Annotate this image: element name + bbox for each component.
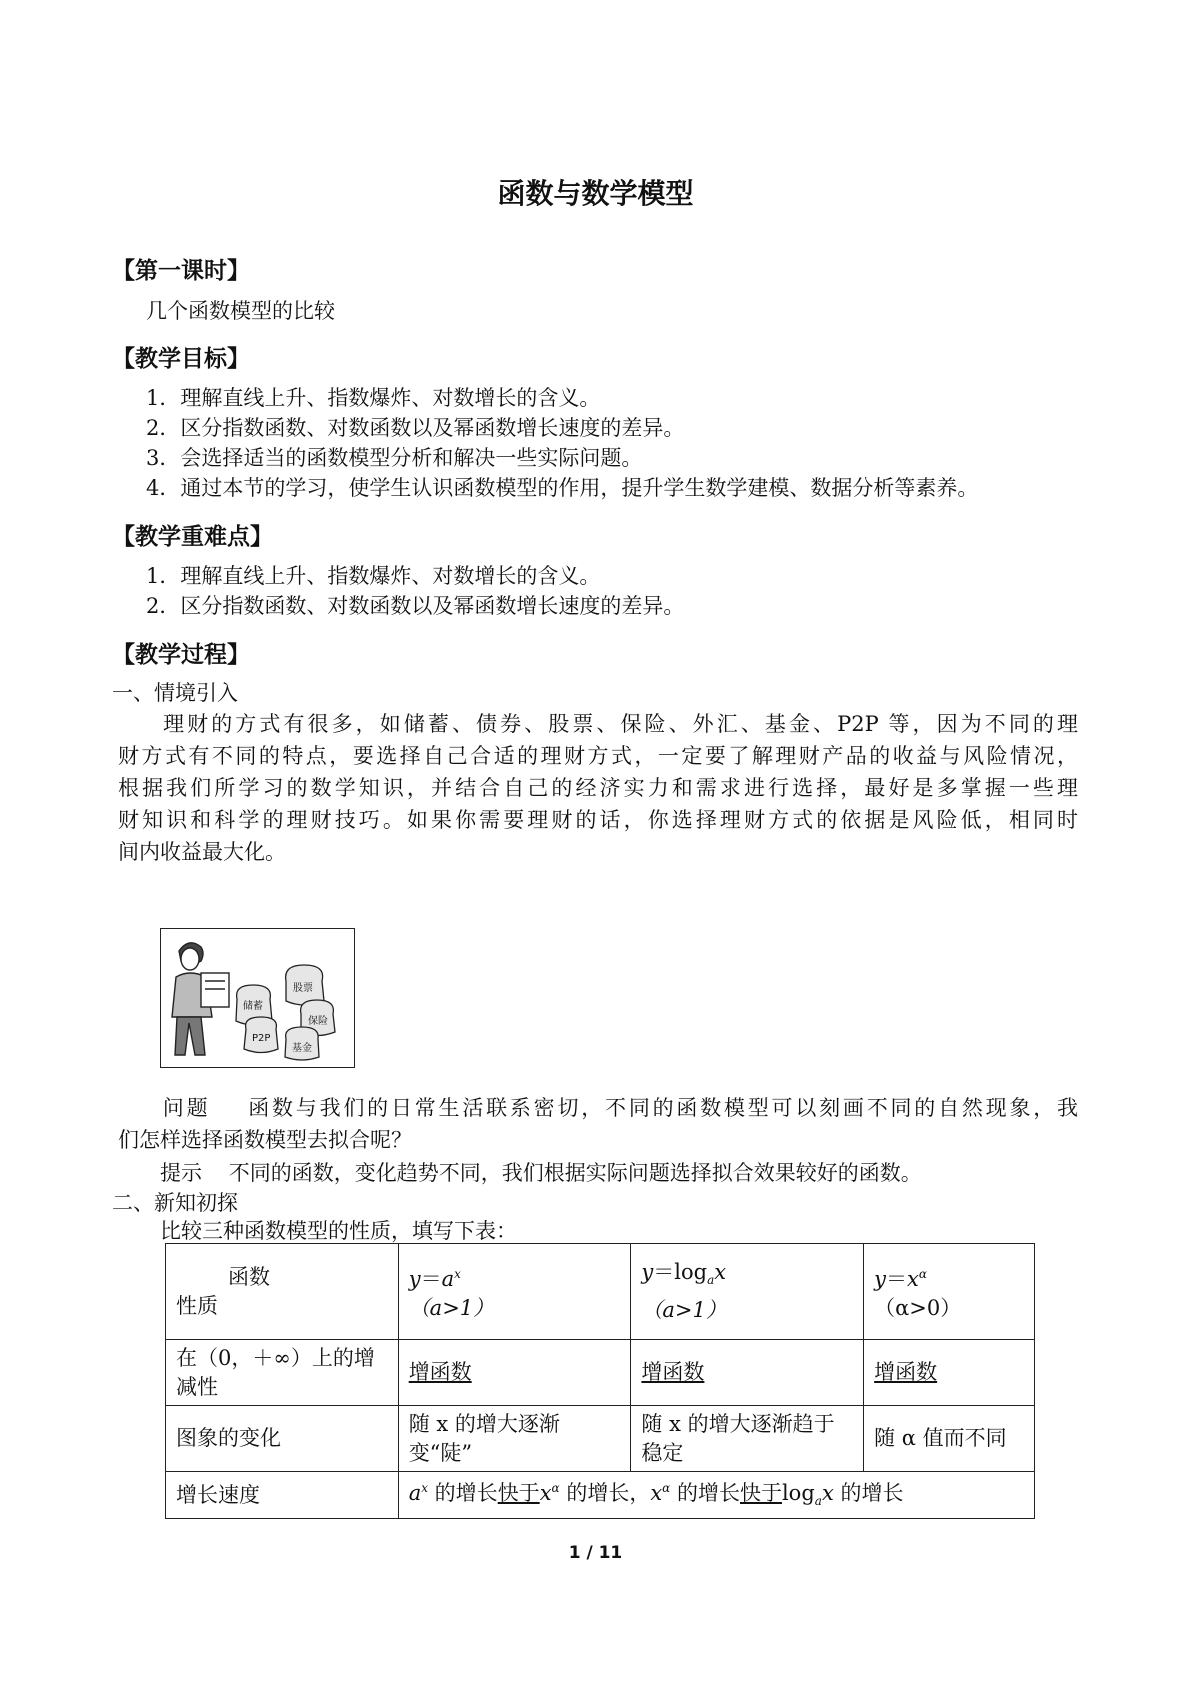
log-monotonicity: 增函数 (641, 1360, 705, 1384)
header-corner-cell (166, 1244, 399, 1340)
hint-text: 不同的函数，变化趋势不同，我们根据实际问题选择拟合效果较好的函数。 (228, 1161, 922, 1185)
question-label: 问题 (160, 1096, 211, 1120)
part2-heading: 二、新知初探 (112, 1191, 238, 1215)
key-point-item: 1．理解直线上升、指数爆炸、对数增长的含义。 (146, 564, 601, 588)
header-log-cell (631, 1244, 864, 1340)
header-exp-cell (398, 1244, 631, 1340)
goal-item: 3．会选择适当的函数模型分析和解决一些实际问题。 (146, 446, 643, 470)
intro-paragraph (118, 708, 1078, 868)
exp-formula: $y=a^x$ (408, 1267, 461, 1291)
page-number: 1 / 11 (568, 1543, 623, 1563)
log-graph-change: 随 x 的增大逐渐趋于稳定 (631, 1406, 864, 1472)
part1-heading: 一、情境引入 (112, 681, 238, 705)
row-label: 增长速度 (166, 1472, 399, 1519)
header-property: 性质 (176, 1293, 218, 1318)
header-function: 函数 (228, 1264, 270, 1289)
label-fund: 基金 (292, 1043, 312, 1054)
table-row-monotonicity (166, 1340, 1035, 1406)
lesson-topic: 几个函数模型的比较 (146, 299, 335, 323)
label-insurance: 保险 (308, 1016, 328, 1027)
function-properties-table (165, 1243, 1035, 1519)
growth-speed-comparison: $a^x$ 的增长快于$x^\alpha$ 的增长，$x^\alpha$ 的增长快于$\log_ax$ 的增长 (398, 1472, 1034, 1519)
label-p2p: P2P (252, 1033, 271, 1044)
label-stock: 股票 (293, 983, 313, 994)
question-line: 问题 函数与我们的日常生活联系密切，不同的函数模型可以刻画不同的自然现象，我 (160, 1096, 1079, 1120)
intro-line: 财方式有不同的特点，要选择自己合适的理财方式，一定要了解理财产品的收益与风险情况， (118, 744, 1078, 768)
question-line: 们怎样选择函数模型去拟合呢？ (118, 1128, 412, 1152)
section-heading-process: 【教学过程】 (112, 642, 250, 668)
pow-condition: （α>0） (874, 1296, 962, 1320)
exp-graph-change: 随 x 的增大逐渐变“陡” (398, 1406, 631, 1472)
section-heading-goals: 【教学目标】 (112, 346, 250, 372)
faster-blank: 快于 (497, 1481, 540, 1505)
section-heading-lesson: 【第一课时】 (112, 258, 250, 284)
finance-illustration (160, 928, 355, 1068)
intro-line: 间内收益最大化。 (118, 840, 286, 864)
faster-blank: 快于 (739, 1481, 782, 1505)
table-intro: 比较三种函数模型的性质，填写下表： (160, 1219, 517, 1243)
person-figure (172, 943, 229, 1055)
goal-item: 2．区分指数函数、对数函数以及幂函数增长速度的差异。 (146, 416, 685, 440)
question-paragraph (118, 1092, 1078, 1156)
exp-condition: （a>1） (408, 1296, 495, 1320)
hint-line (160, 1158, 922, 1188)
log-condition: （a>1） (641, 1297, 727, 1322)
header-pow-cell (864, 1244, 1035, 1340)
page-title: 函数与数学模型 (497, 177, 694, 210)
table-row-growth-speed (166, 1472, 1035, 1519)
pow-monotonicity: 增函数 (874, 1360, 938, 1384)
table-header-row (166, 1244, 1035, 1340)
pow-formula: $y=x^\alpha$ (874, 1267, 927, 1291)
section-heading-key-points: 【教学重难点】 (112, 524, 273, 550)
intro-line: 理财的方式有很多，如储蓄、债券、股票、保险、外汇、基金、P2P 等，因为不同的理 (160, 712, 1078, 736)
table-row-graph-change (166, 1406, 1035, 1472)
exp-monotonicity: 增函数 (408, 1360, 472, 1384)
label-savings: 储蓄 (243, 1001, 263, 1012)
log-formula: $y=\log_ax$ (641, 1260, 727, 1288)
intro-line: 财知识和科学的理财技巧。如果你需要理财的话，你选择理财方式的依据是风险低，相同时 (118, 808, 1078, 832)
intro-line: 根据我们所学习的数学知识，并结合自己的经济实力和需求进行选择，最好是多掌握一些理 (118, 776, 1078, 800)
finance-illustration-svg (161, 929, 354, 1067)
goal-item: 4．通过本节的学习，使学生认识函数模型的作用，提升学生数学建模、数据分析等素养。 (146, 476, 979, 500)
pow-graph-change: 随 α 值而不同 (864, 1406, 1035, 1472)
row-label: 图象的变化 (166, 1406, 399, 1472)
hint-label: 提示 (160, 1161, 202, 1185)
row-label: 在（0，＋∞）上的增减性 (166, 1340, 399, 1406)
goal-item: 1．理解直线上升、指数爆炸、对数增长的含义。 (146, 386, 601, 410)
key-point-item: 2．区分指数函数、对数函数以及幂函数增长速度的差异。 (146, 594, 685, 618)
